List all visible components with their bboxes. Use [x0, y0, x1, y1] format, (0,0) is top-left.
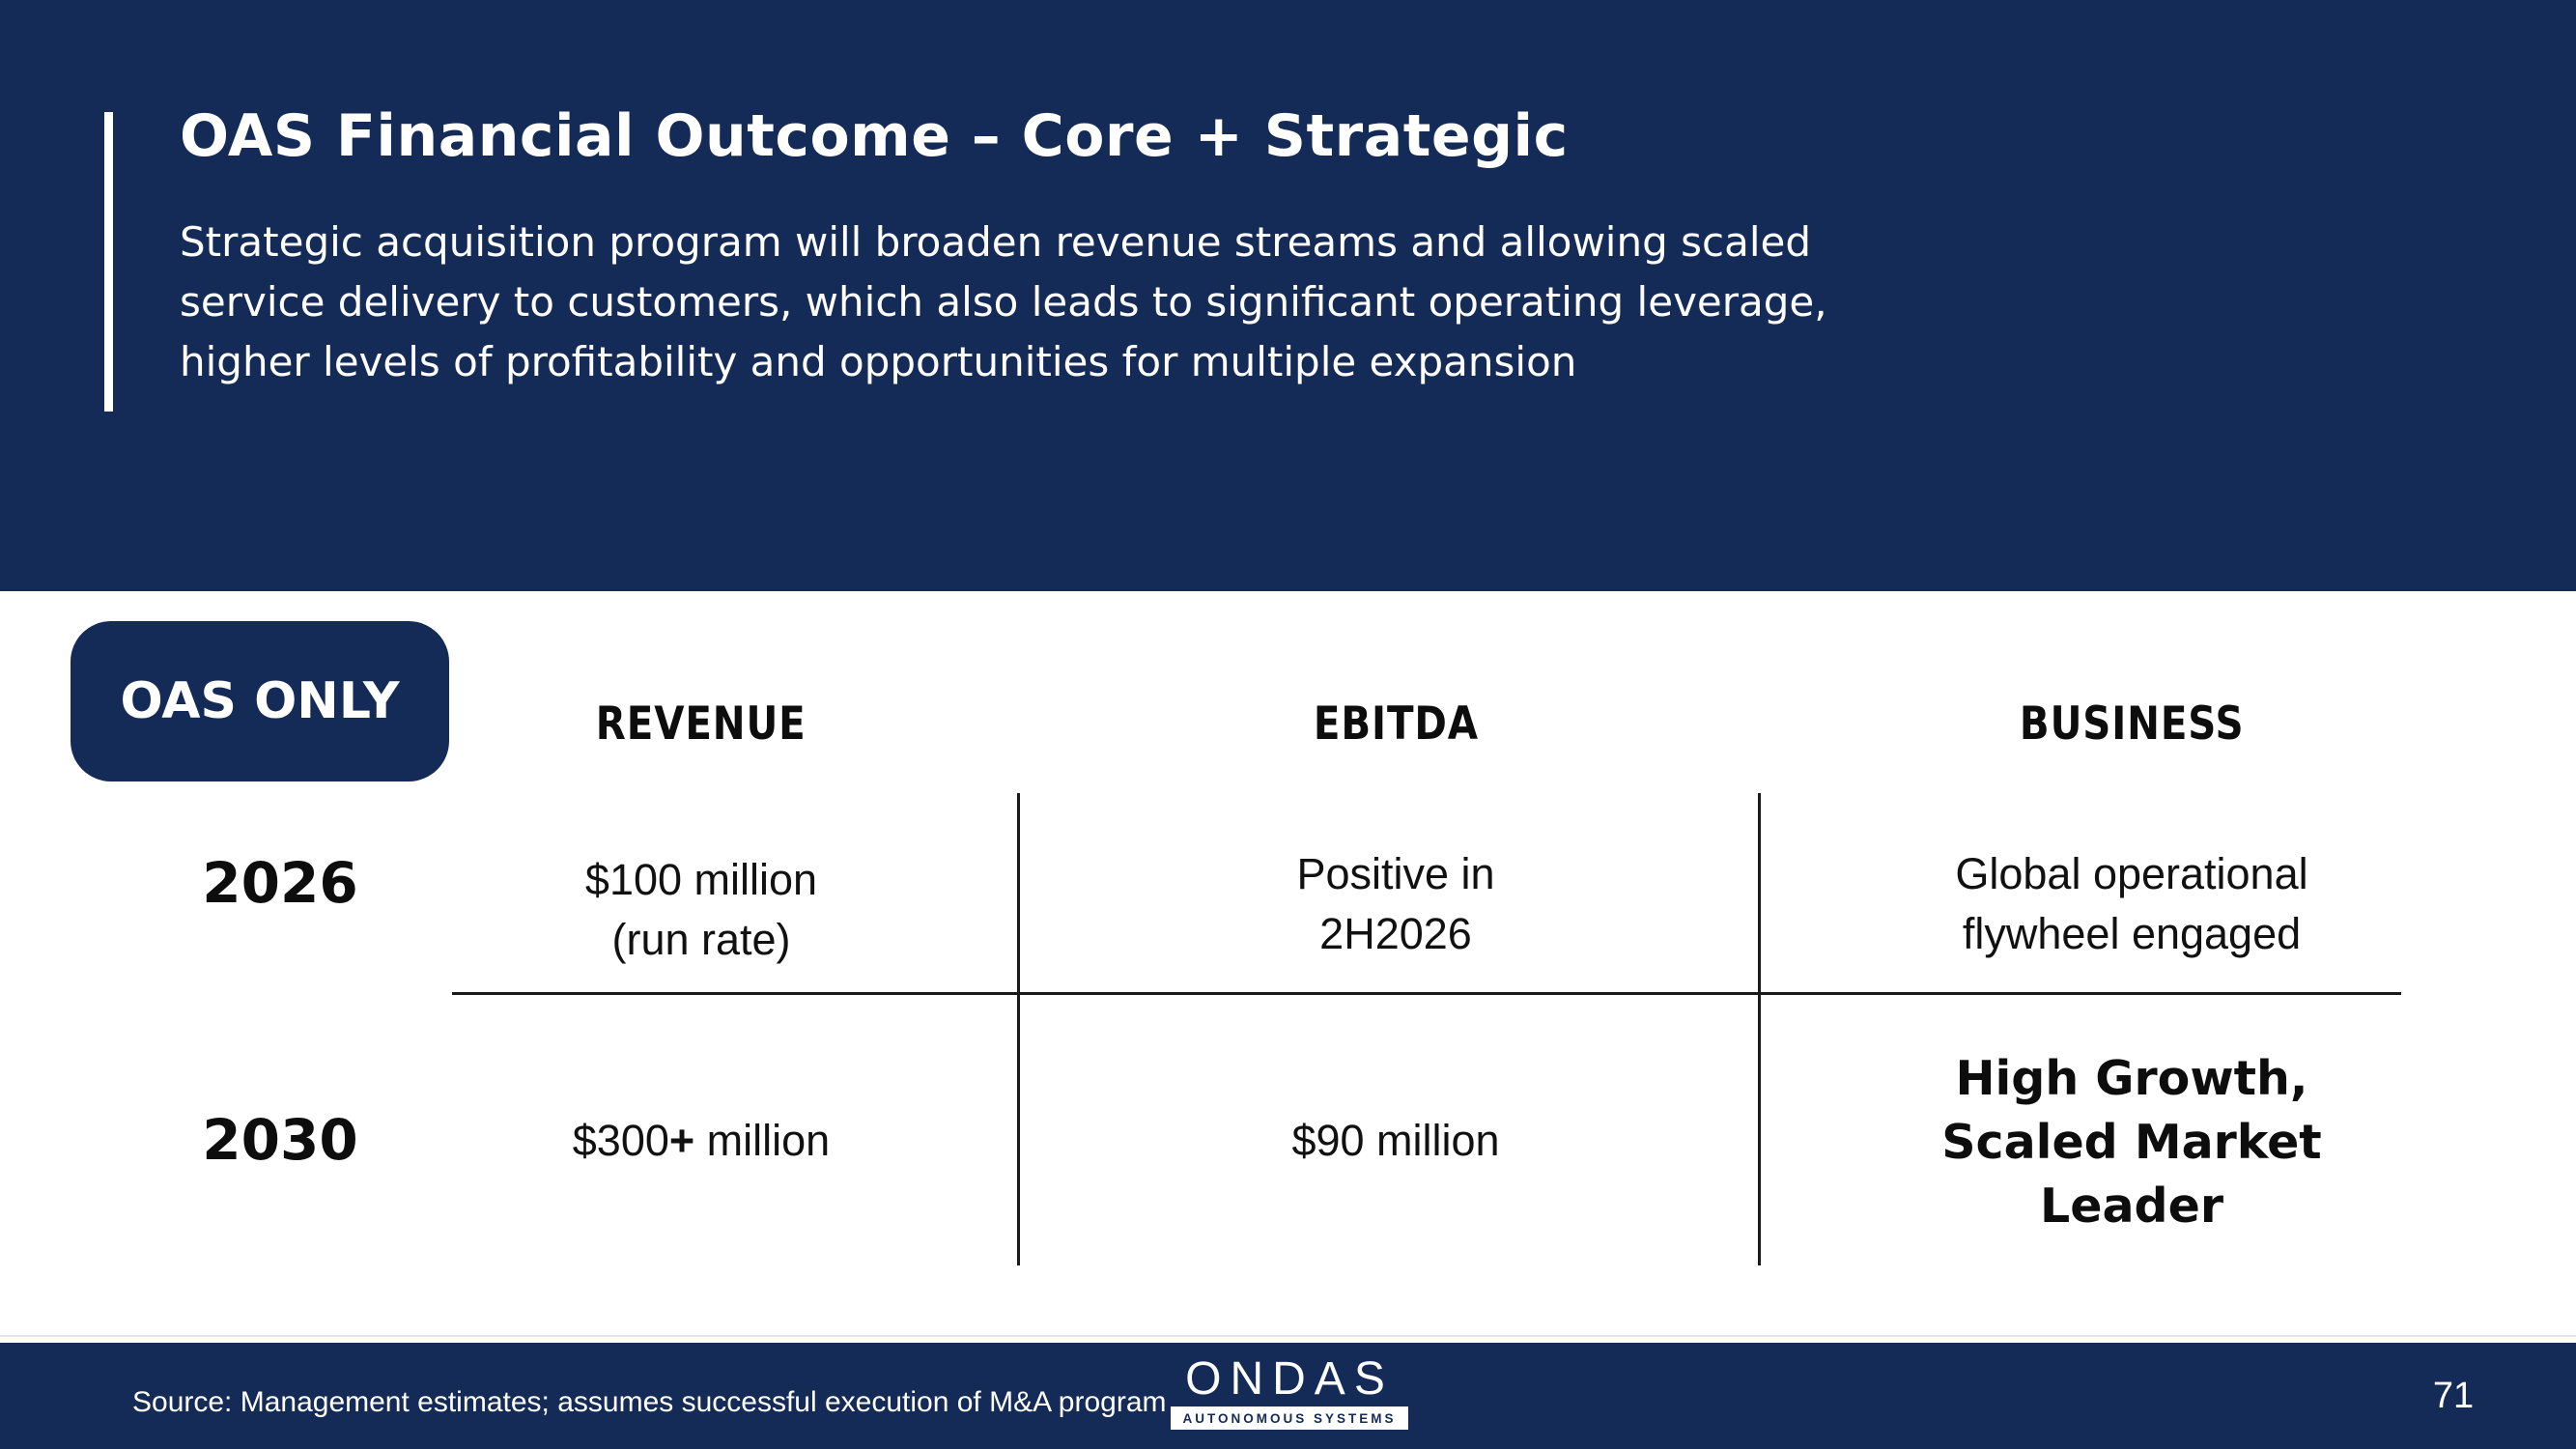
cell-2030-business	[1823, 1047, 2441, 1238]
cell-2026-ebitda	[1087, 844, 1705, 964]
subtitle-line-3: higher levels of profitability and opportunities for multiple expansion	[180, 338, 1577, 385]
cell-2026-business-line2: flywheel engaged	[1962, 909, 2302, 958]
cell-2026-business-line1: Global operational	[1955, 849, 2308, 898]
slide-title: OAS Financial Outcome – Core + Strategic	[180, 102, 1569, 170]
cell-2026-revenue-line1: $100 million	[584, 855, 818, 904]
title-accent-bar	[104, 112, 113, 412]
column-divider-line-1	[1017, 793, 1020, 1265]
page-number: 71	[2432, 1376, 2475, 1416]
row-divider-line	[452, 992, 2401, 995]
subtitle-line-2: service delivery to customers, which also leads to significant operating leverage,	[180, 278, 1827, 326]
cell-2030-business-line3: Leader	[2040, 1179, 2223, 1234]
source-note: Source: Management estimates; assumes successful execution of M&A program	[132, 1386, 1167, 1418]
cell-2030-ebitda: $90 million	[1291, 1116, 1500, 1165]
ondas-logo	[1171, 1354, 1408, 1430]
column-header-revenue	[392, 697, 1010, 751]
ondas-logo-wordmark: ONDAS	[1185, 1353, 1394, 1405]
column-header-revenue-label: REVENUE	[596, 697, 807, 751]
ondas-logo-tagline: AUTONOMOUS SYSTEMS	[1182, 1410, 1397, 1426]
header-band	[0, 0, 2576, 591]
ondas-logo-tagline-bar	[1171, 1406, 1408, 1430]
footer-hairline	[0, 1335, 2576, 1337]
row-2026-year: 2026	[202, 850, 358, 916]
oas-only-badge-label: OAS ONLY	[120, 672, 400, 730]
slide-subtitle	[180, 213, 1827, 392]
cell-2030-revenue-rest: million	[694, 1116, 831, 1165]
cell-2026-revenue	[392, 850, 1010, 970]
cell-2026-business	[1823, 844, 2441, 964]
column-divider-line-2	[1758, 793, 1761, 1265]
column-header-ebitda-label: EBITDA	[1313, 697, 1479, 751]
subtitle-line-1: Strategic acquisition program will broaden revenue streams and allowing scaled	[180, 218, 1811, 266]
cell-2030-business-line1: High Growth,	[1955, 1051, 2308, 1106]
cell-2026-revenue-line2: (run rate)	[611, 915, 791, 964]
column-header-ebitda	[1087, 697, 1705, 751]
cell-2030-revenue-base: $300	[572, 1116, 669, 1165]
cell-2030-business-line2: Scaled Market	[1941, 1115, 2322, 1170]
column-header-business-label: BUSINESS	[2019, 697, 2245, 751]
cell-2030-revenue-plus: +	[668, 1116, 695, 1165]
column-header-business	[1823, 697, 2441, 751]
cell-2026-ebitda-line2: 2H2026	[1319, 909, 1472, 958]
cell-2030-revenue	[392, 1111, 1010, 1171]
row-2030-year: 2030	[202, 1107, 358, 1173]
cell-2026-ebitda-line1: Positive in	[1296, 849, 1495, 898]
